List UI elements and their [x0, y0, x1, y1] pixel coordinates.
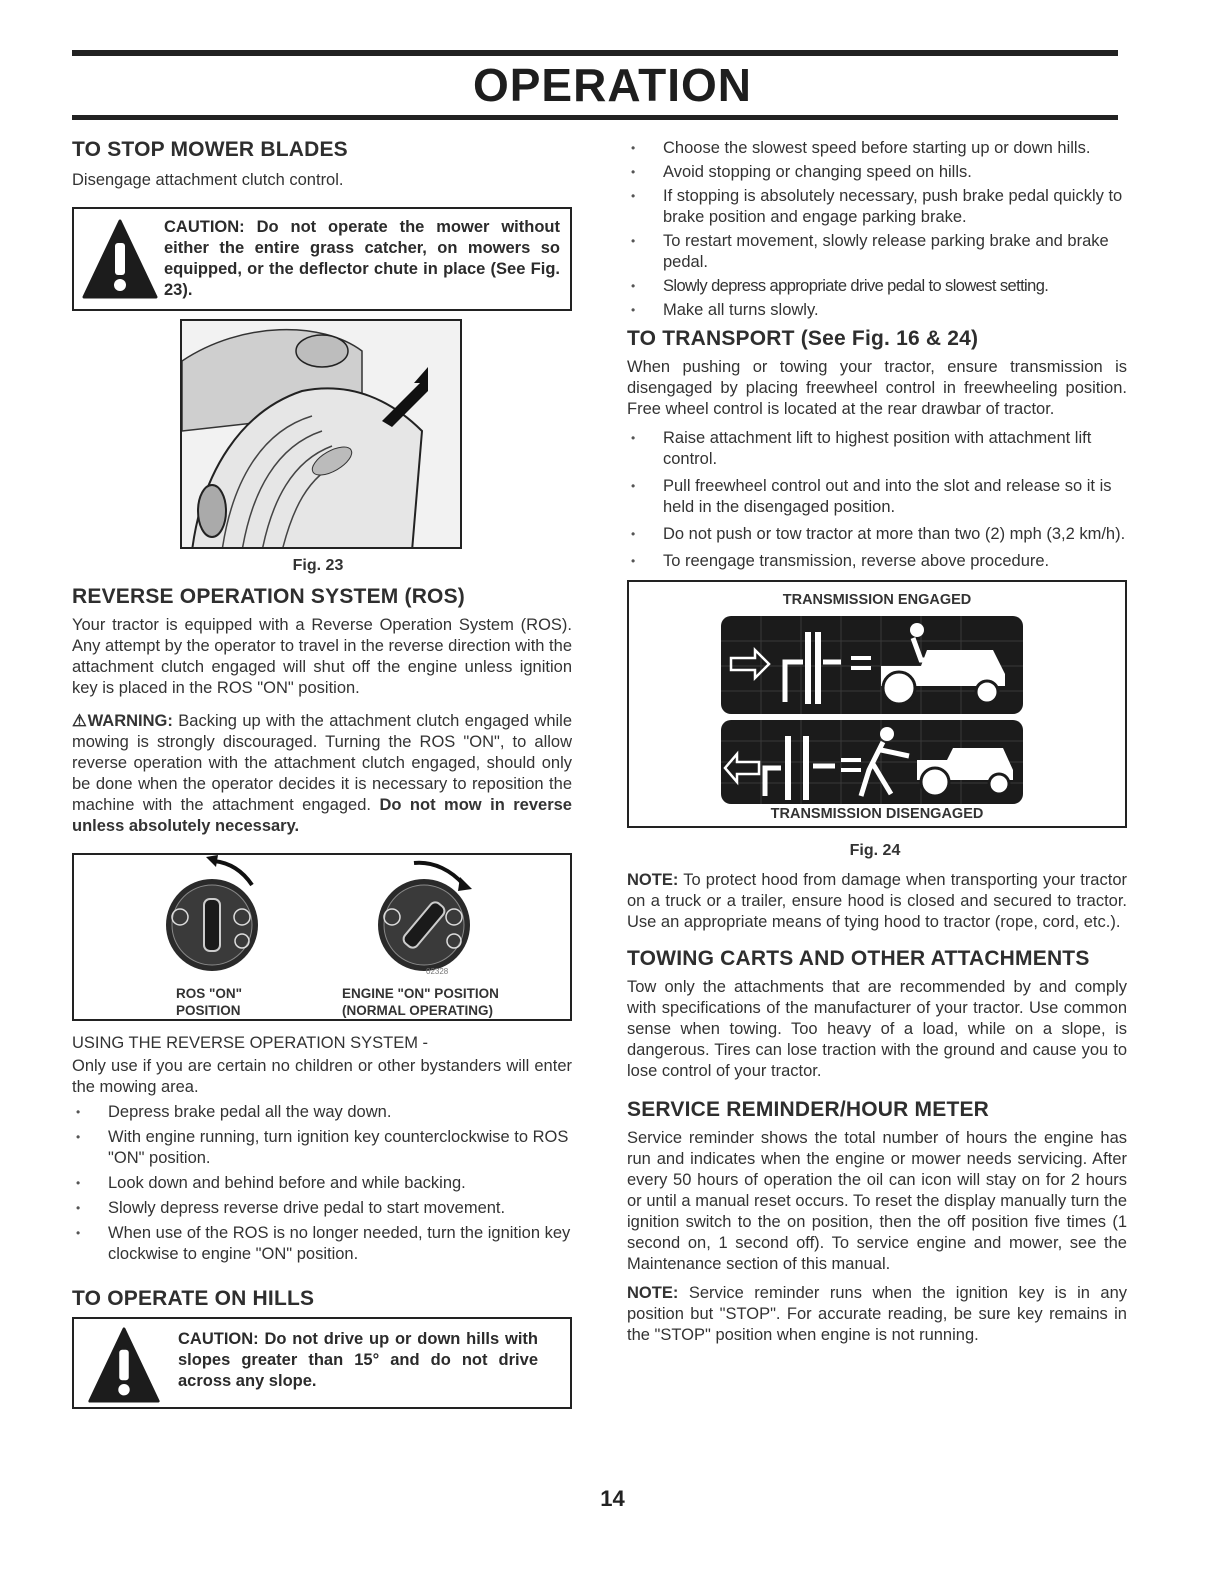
list-item: • Avoid stopping or changing speed on hills.: [627, 162, 1127, 183]
list-item: • When use of the ROS is no longer needed, turn the ignition key clockwise to engine "ON" position.: [72, 1223, 572, 1265]
list-item: • Depress brake pedal all the way down.: [72, 1102, 572, 1123]
caution-text-hills: CAUTION: Do not drive up or down hills with slopes greater than 15° and do not drive across any slope.: [178, 1330, 538, 1390]
caution-box-hills: [72, 1317, 572, 1409]
ros-warning-paragraph: [72, 711, 572, 837]
note-text: Service reminder runs when the ignition key is in any position but "STOP". For accurate reading, be sure key remains in the "STOP" position when engine is not running.: [627, 1284, 1127, 1344]
hill-tips-list: [627, 138, 1127, 321]
list-item: • Choose the slowest speed before starting up or down hills.: [627, 138, 1127, 159]
note-text: To protect hood from damage when transporting your tractor on a truck or a trailer, ensure hood is closed and secured to tractor. Use an appropriate means of tying hood to tractor (rope, cord, etc.).: [627, 871, 1127, 931]
note-label: NOTE:: [627, 871, 679, 889]
right-column: [627, 138, 1127, 1346]
ignition-key-engine-on-icon: [374, 855, 474, 975]
list-item: • Raise attachment lift to highest position with attachment lift control.: [627, 428, 1127, 470]
ros-text: Your tractor is equipped with a Reverse Operation System (ROS). Any attempt by the operator to travel in the reverse direction with the attachment clutch engaged will shut off the engine unless ignition key is placed in the ROS "ON" position.: [72, 616, 572, 697]
ros-heading: REVERSE OPERATION SYSTEM (ROS): [72, 585, 465, 608]
page-number: 14: [600, 1486, 625, 1511]
title-underline: [72, 115, 1118, 120]
engine-on-label-1: ENGINE "ON" POSITION: [342, 986, 499, 1001]
warning-triangle-icon: [82, 219, 158, 299]
warning-bold-text: Do not mow in reverse unless absolutely necessary.: [72, 796, 572, 835]
list-item: • Pull freewheel control out and into the slot and release so it is held in the disengaged position.: [627, 476, 1127, 518]
warning-text: Backing up with the attachment clutch engaged while mowing is strongly discouraged. Turning the ROS "ON", to allow reverse operation with the attachment clutch engaged, should only be done when the operator decides it is necessary to reposition the machine with the attachment engaged.: [72, 712, 573, 814]
caution-text-mower: CAUTION: Do not operate the mower without either the entire grass catcher, on mowers so equipped, or the deflector chute in place (See Fig. 23).: [164, 218, 560, 299]
transmission-disengaged-label: TRANSMISSION DISENGAGED: [770, 806, 984, 822]
note-label: NOTE:: [627, 1284, 679, 1302]
warning-inline-icon: ⚠: [72, 712, 88, 730]
transport-note: [627, 870, 1127, 933]
transmission-disengaged-icon: [721, 720, 1023, 804]
fig-24-transmission: [627, 580, 1127, 828]
list-item: • With engine running, turn ignition key counterclockwise to ROS "ON" position.: [72, 1127, 572, 1169]
page-title: OPERATION: [472, 59, 753, 111]
stop-blades-text: Disengage attachment clutch control.: [72, 171, 344, 189]
service-heading: SERVICE REMINDER/HOUR METER: [627, 1098, 990, 1121]
list-item: • Do not push or tow tractor at more than two (2) mph (3,2 km/h).: [627, 524, 1127, 545]
list-item: • Make all turns slowly.: [627, 300, 1127, 321]
service-note: [627, 1283, 1127, 1346]
fig-23-caption: Fig. 23: [292, 557, 344, 574]
list-item: • To restart movement, slowly release parking brake and brake pedal.: [627, 231, 1127, 273]
fig-24-caption: Fig. 24: [849, 842, 901, 859]
list-item: • If stopping is absolutely necessary, push brake pedal quickly to brake position and engage parking brake.: [627, 186, 1127, 228]
left-column: [72, 138, 572, 1409]
using-ros-text: Only use if you are certain no children or other bystanders will enter the mowing area.: [72, 1057, 572, 1096]
service-text: Service reminder shows the total number of hours the engine has run and indicates when the engine or mower needs servicing. After every 50 hours of operation the oil can icon will stay on for 2 hours or until a manual reset occurs. To reset the display manually turn the ignition switch to the on position, then the off position five times (1 second on, 1 second off). To service engine and mower, see the Maintenance section of this manual.: [627, 1129, 1127, 1273]
caution-box-mower: [72, 207, 572, 311]
mower-chute-illustration: [182, 321, 462, 549]
ignition-key-ros-icon: [162, 855, 262, 975]
hills-heading: TO OPERATE ON HILLS: [72, 1287, 315, 1310]
transmission-engaged-icon: [721, 616, 1023, 714]
ros-on-label-1: ROS "ON": [176, 986, 243, 1001]
towing-heading: TOWING CARTS AND OTHER ATTACHMENTS: [627, 947, 1090, 970]
using-ros-heading: USING THE REVERSE OPERATION SYSTEM -: [72, 1034, 429, 1052]
using-ros-list: [72, 1102, 572, 1265]
warning-label: WARNING:: [87, 712, 173, 730]
ros-on-label-2: POSITION: [176, 1003, 241, 1018]
fig-code: 02328: [426, 967, 449, 976]
stop-blades-heading: TO STOP MOWER BLADES: [72, 138, 348, 161]
top-rule: [72, 50, 1118, 56]
transmission-engaged-label: TRANSMISSION ENGAGED: [782, 592, 972, 608]
list-item: • Look down and behind before and while backing.: [72, 1173, 572, 1194]
ros-ignition-figure: [72, 853, 572, 1021]
towing-text: Tow only the attachments that are recommended by and comply with specifications of the manufacturer of your tractor. Use common sense when towing. Too heavy of a load, while on a slope, is dangerous. Tires can lose traction with the ground and cause you to lose control of your tractor.: [627, 978, 1127, 1080]
list-item: • To reengage transmission, reverse above procedure.: [627, 551, 1127, 572]
fig-23-image: [180, 319, 462, 549]
transport-list: [627, 428, 1127, 572]
list-item: • Slowly depress reverse drive pedal to start movement.: [72, 1198, 572, 1219]
list-item: • Slowly depress appropriate drive pedal to slowest setting.: [627, 276, 1127, 297]
engine-on-label-2: (NORMAL OPERATING): [342, 1003, 493, 1018]
warning-triangle-icon: [86, 1327, 162, 1403]
transport-text: When pushing or towing your tractor, ensure transmission is disengaged by placing freewheel control in freewheeling position. Free wheel control is located at the rear drawbar of tractor.: [627, 358, 1127, 418]
transport-heading: TO TRANSPORT (See Fig. 16 & 24): [627, 327, 979, 350]
